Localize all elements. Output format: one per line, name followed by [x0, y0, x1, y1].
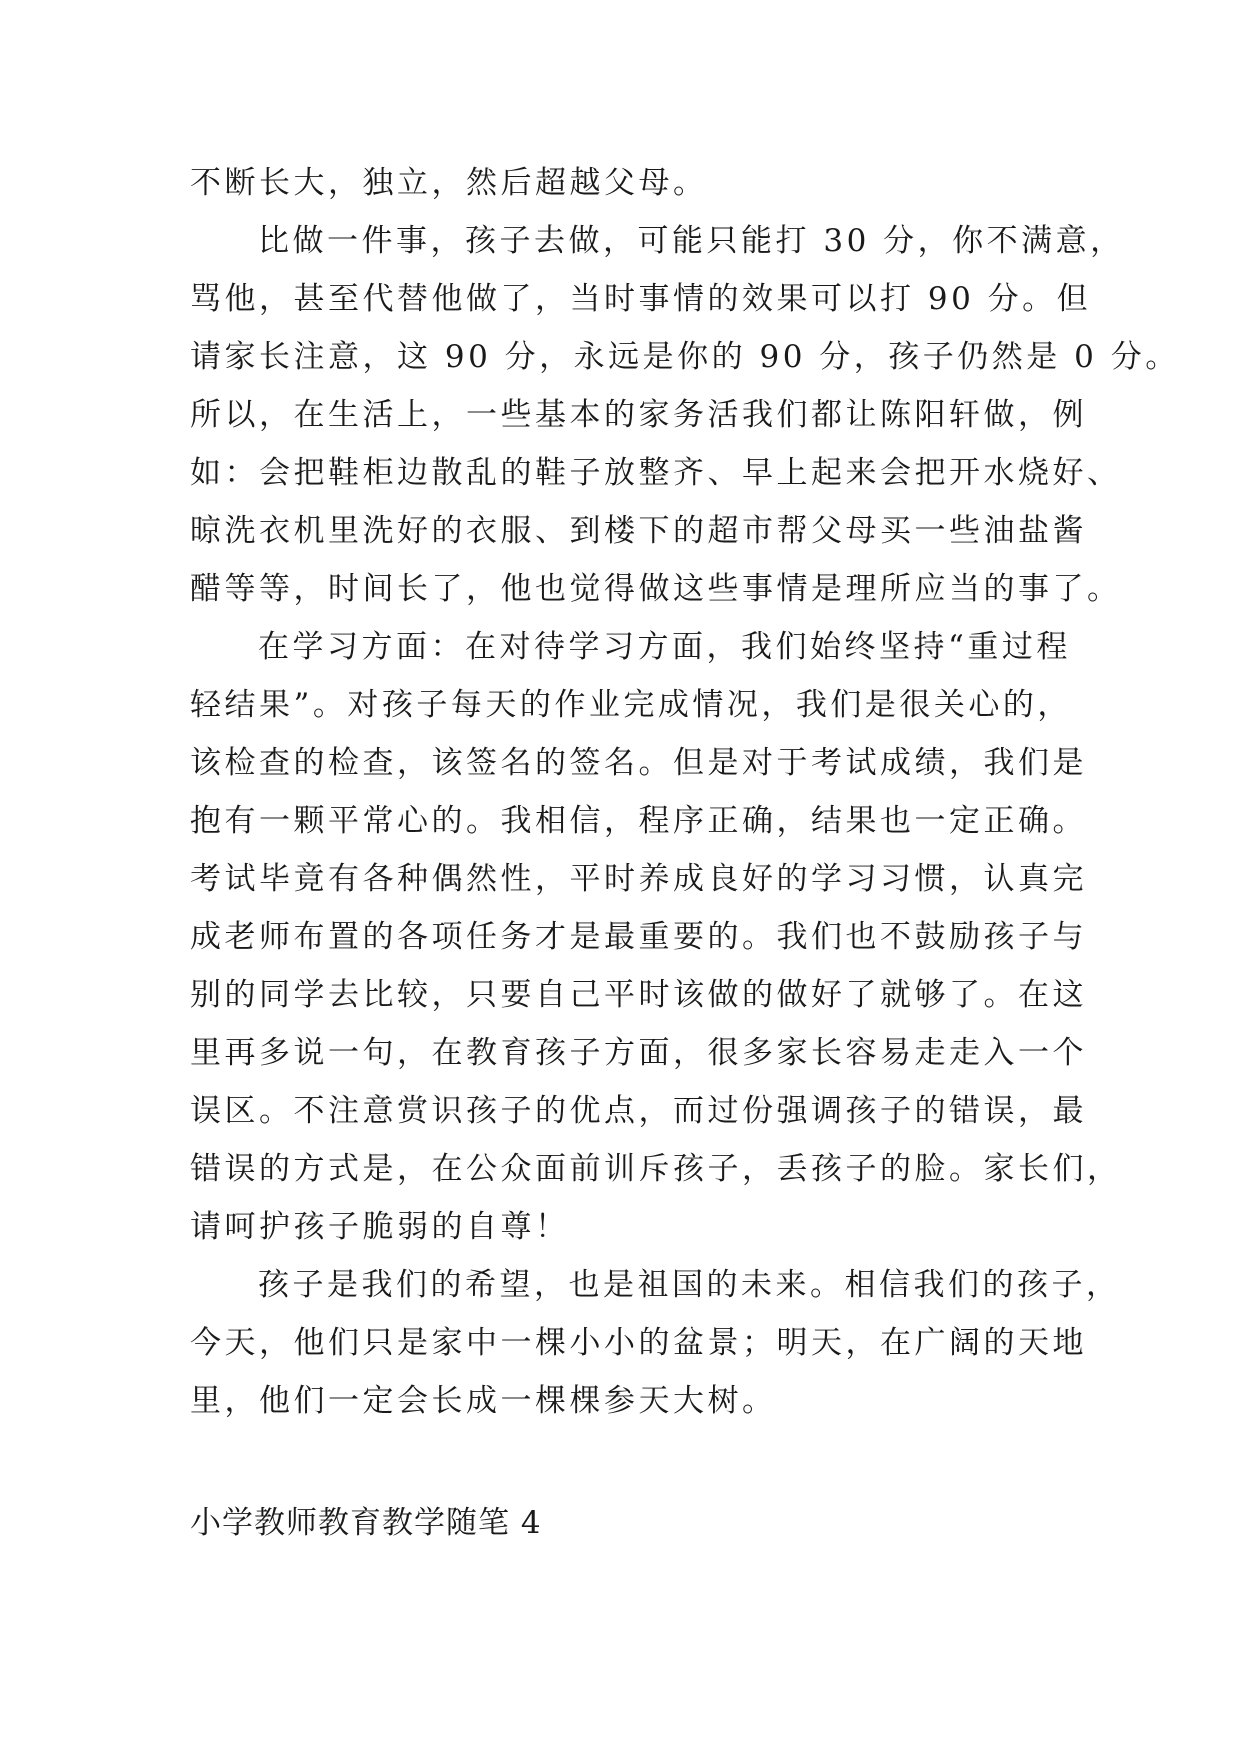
text-line: 不断长大，独立，然后超越父母。	[190, 165, 708, 201]
text-line: 抱有一颗平常心的。我相信，程序正确，结果也一定正确。	[190, 803, 1087, 839]
text-line: 如：会把鞋柜边散乱的鞋子放整齐、早上起来会把开水烧好、	[190, 455, 1122, 491]
paragraph-start-line: 比做一件事，孩子去做，可能只能打 30 分，你不满意，	[258, 223, 1125, 259]
text-line: 误区。不注意赏识孩子的优点，而过份强调孩子的错误，最	[190, 1093, 1087, 1129]
paragraph-start-line: 孩子是我们的希望，也是祖国的未来。相信我们的孩子，	[258, 1267, 1121, 1303]
text-line: 晾洗衣机里洗好的衣服、到楼下的超市帮父母买一些油盐酱	[190, 513, 1087, 549]
text-line: 请家长注意，这 90 分，永远是你的 90 分，孩子仍然是 0 分。	[190, 339, 1180, 375]
text-line: 轻结果”。对孩子每天的作业完成情况，我们是很关心的，	[190, 687, 1072, 723]
text-line: 考试毕竟有各种偶然性，平时养成良好的学习习惯，认真完	[190, 861, 1087, 897]
text-line: 所以，在生活上，一些基本的家务活我们都让陈阳轩做，例	[190, 397, 1087, 433]
text-line: 该检查的检查，该签名的签名。但是对于考试成绩，我们是	[190, 745, 1087, 781]
text-line: 请呵护孩子脆弱的自尊！	[190, 1209, 570, 1245]
text-line: 醋等等，时间长了，他也觉得做这些事情是理所应当的事了。	[190, 571, 1122, 607]
text-line: 里再多说一句，在教育孩子方面，很多家长容易走走入一个	[190, 1035, 1087, 1071]
document-body	[190, 154, 1180, 1552]
section-spacer	[190, 1430, 1060, 1494]
text-line: 里，他们一定会长成一棵棵参天大树。	[190, 1383, 777, 1419]
text-line: 今天，他们只是家中一棵小小的盆景；明天，在广阔的天地	[190, 1325, 1087, 1361]
text-line: 骂他，甚至代替他做了，当时事情的效果可以打 90 分。但	[190, 281, 1092, 317]
text-line: 错误的方式是，在公众面前训斥孩子，丢孩子的脸。家长们，	[190, 1151, 1122, 1187]
text-line: 别的同学去比较，只要自己平时该做的做好了就够了。在这	[190, 977, 1087, 1013]
text-line: 成老师布置的各项任务才是最重要的。我们也不鼓励孩子与	[190, 919, 1087, 955]
paragraph-start-line: 在学习方面：在对待学习方面，我们始终坚持“重过程	[258, 629, 1071, 665]
section-title: 小学教师教育教学随笔 4	[190, 1505, 542, 1541]
